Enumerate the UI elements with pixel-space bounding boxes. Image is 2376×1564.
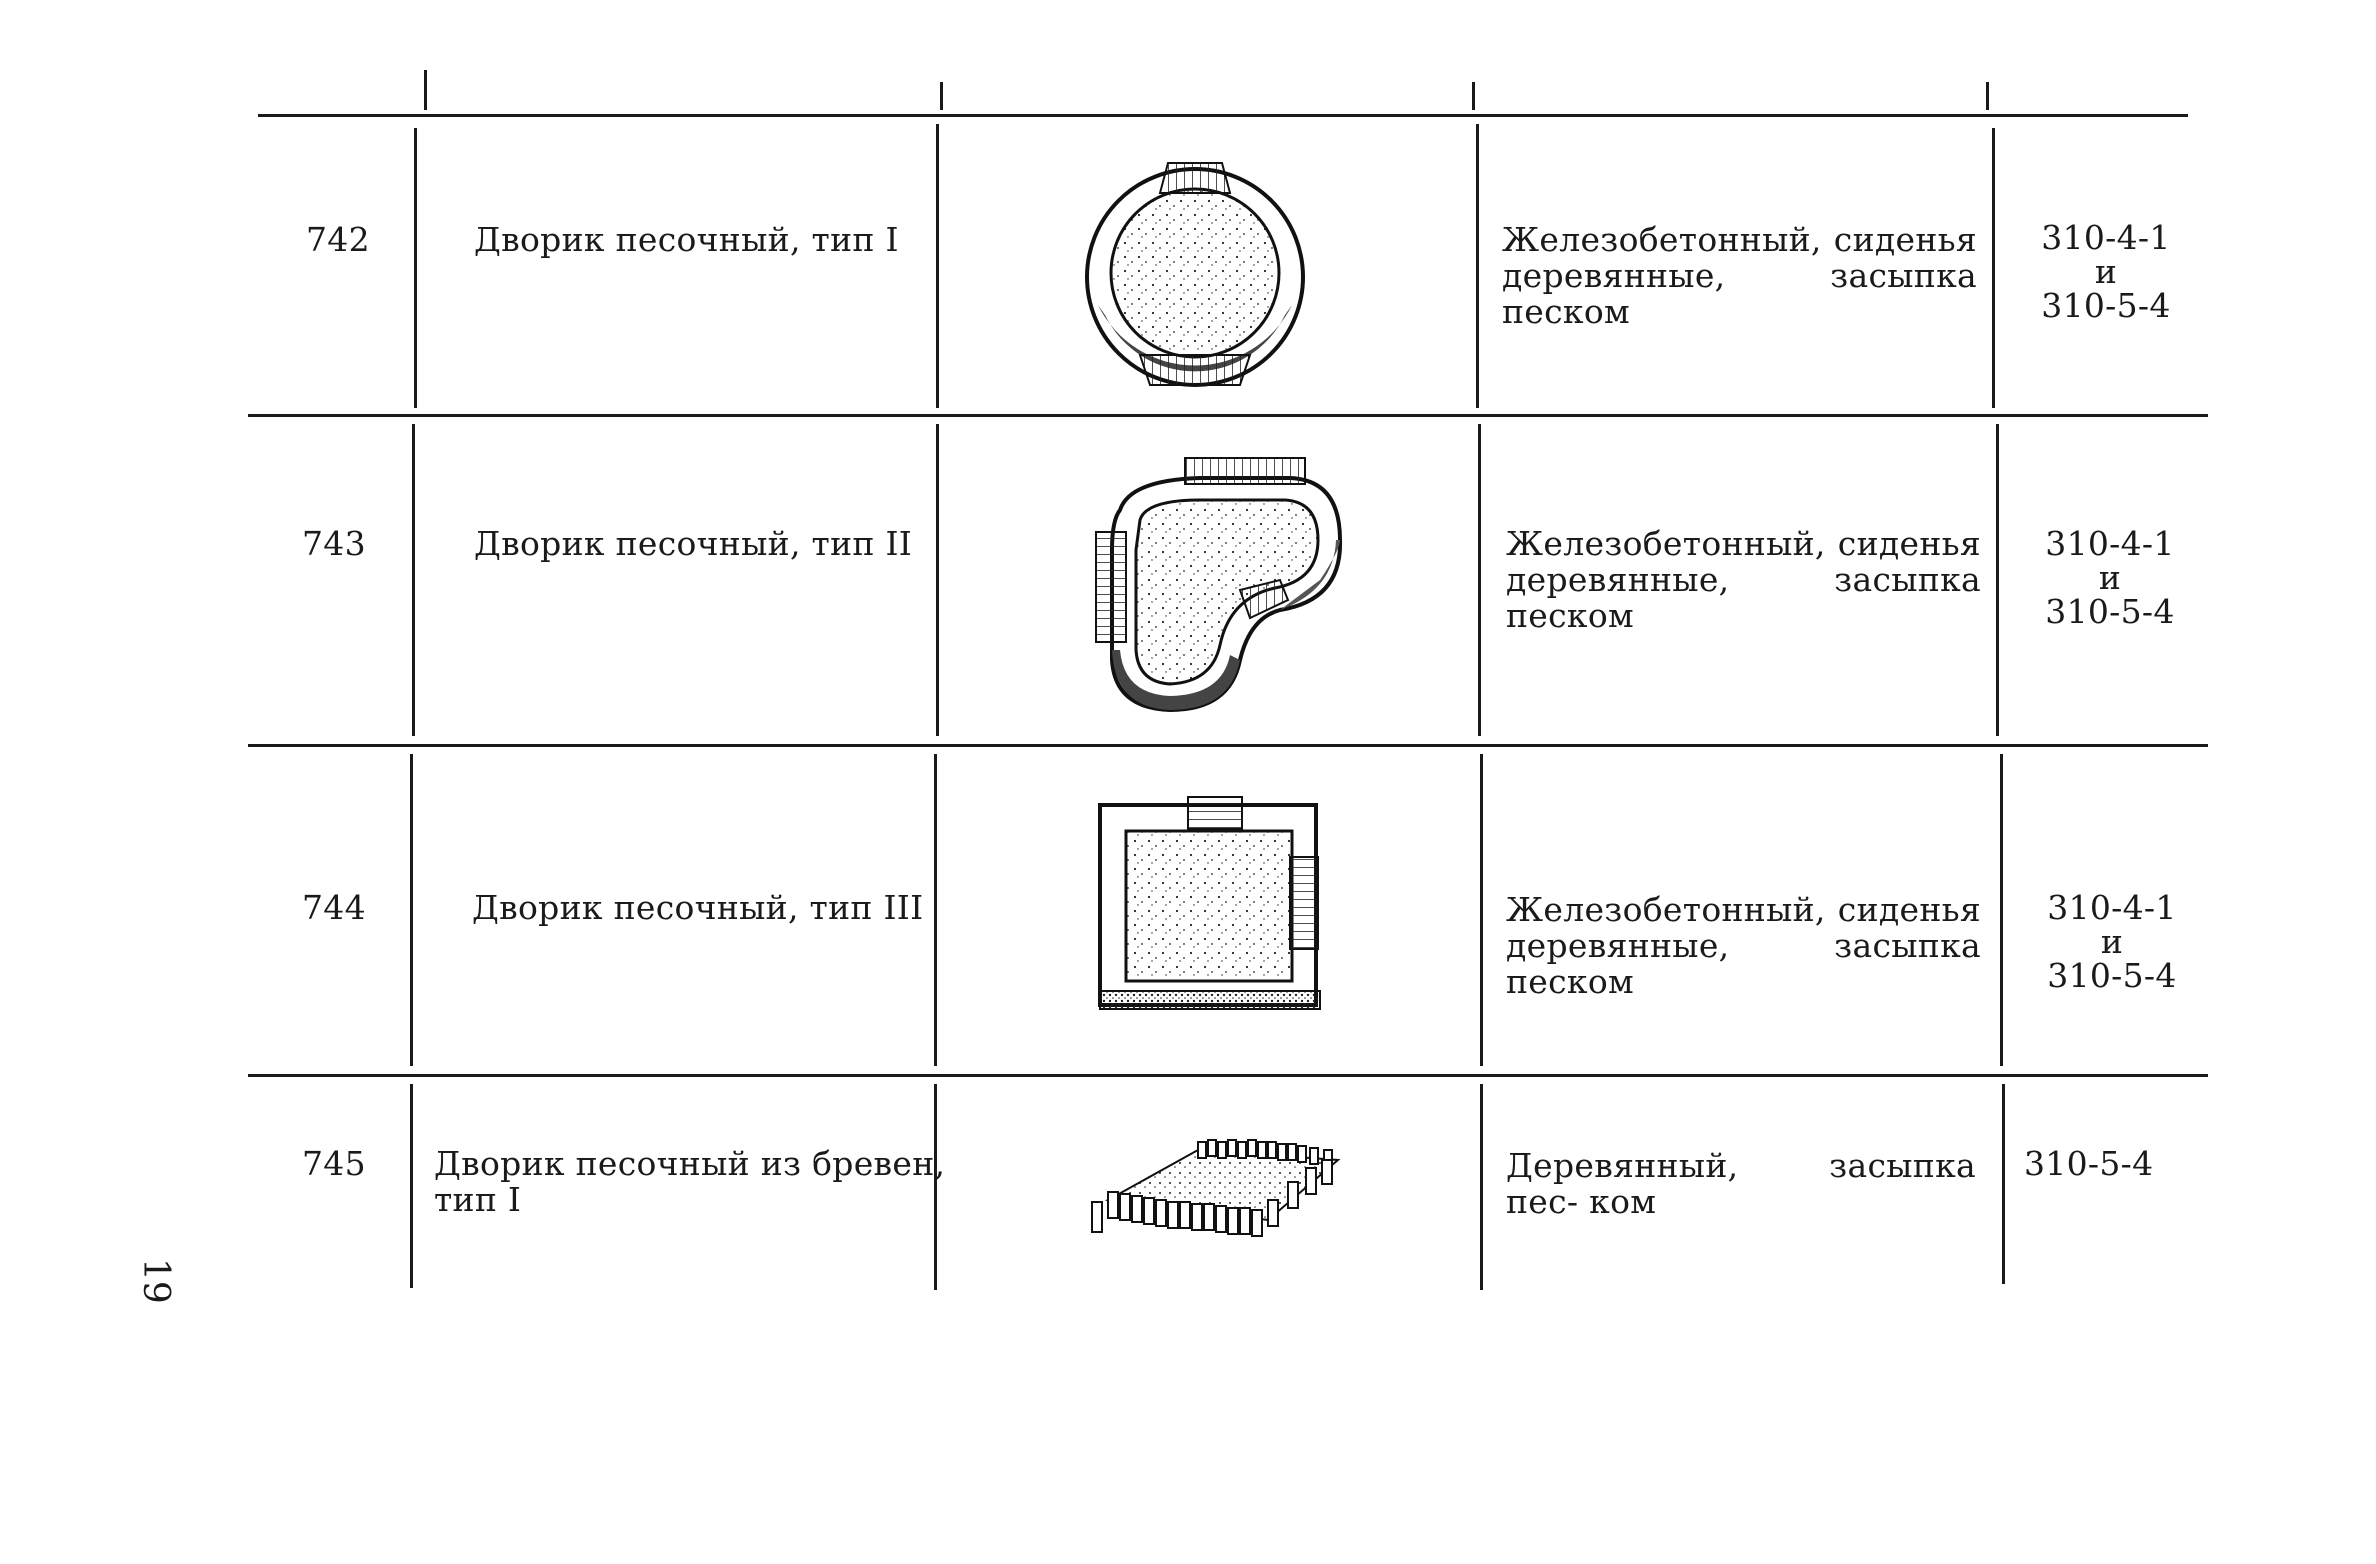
item-material: Железобетонный, сиденья деревянные, засыпка песком [1502,220,1977,331]
reference-line: и [2098,558,2122,597]
item-material: Деревянный, засыпка пес- ком [1506,1146,1976,1221]
column-line [1480,754,1483,1066]
item-number: 745 [302,1144,366,1183]
reference-line: 310-4-1 [2047,888,2177,927]
column-line [936,424,939,736]
item-material: Железобетонный, сиденья деревянные, засыпка песком [1506,890,1981,1001]
column-line [410,1084,413,1288]
column-line [2002,1084,2005,1284]
header-tick [1472,82,1475,110]
reference-line: 310-4-1 [2045,524,2175,563]
square-sandbox-drawing [1090,795,1330,1035]
table-top-rule [258,114,2188,117]
row-divider [248,744,2208,747]
header-tick [1986,82,1989,110]
column-line [936,124,939,408]
row-divider [248,1074,2208,1077]
reference-line: 310-4-1 [2041,218,2171,257]
column-line [934,754,937,1066]
reference-line: 310-5-4 [2045,592,2175,631]
reference-line: 310-5-4 [2024,1144,2154,1183]
column-line [1480,1084,1483,1290]
circular-sandbox-drawing [1080,155,1310,395]
reference-line: 310-5-4 [2041,286,2171,325]
column-line [410,754,413,1066]
item-number: 743 [302,524,366,563]
column-line [412,424,415,736]
column-line [934,1084,937,1290]
reference-line: и [2100,922,2124,961]
page-number: 19 [135,1258,176,1304]
column-line [1996,424,1999,736]
header-tick [940,82,943,110]
item-number: 744 [302,888,366,927]
item-name: Дворик песочный, тип II [474,524,913,563]
column-line [1992,128,1995,408]
item-name: Дворик песочный из бревен, [434,1144,946,1183]
item-name: Дворик песочный, тип III [472,888,924,927]
item-name: Дворик песочный, тип I [474,220,899,259]
kidney-sandbox-drawing [1090,450,1350,720]
column-line [2000,754,2003,1066]
column-line [1476,124,1479,408]
item-reference [2020,526,2200,630]
item-name-continued: тип I [434,1180,522,1219]
item-number: 742 [306,220,370,259]
row-divider [248,414,2208,417]
item-reference [2022,890,2202,994]
item-reference [2024,1146,2153,1182]
log-sandbox-drawing [1078,1130,1358,1250]
column-line [414,128,417,408]
column-line [1478,424,1481,736]
reference-line: 310-5-4 [2047,956,2177,995]
header-tick [424,70,427,110]
item-reference [2016,220,2196,324]
reference-line: и [2094,252,2118,291]
item-material: Железобетонный, сиденья деревянные, засыпка песком [1506,524,1981,635]
